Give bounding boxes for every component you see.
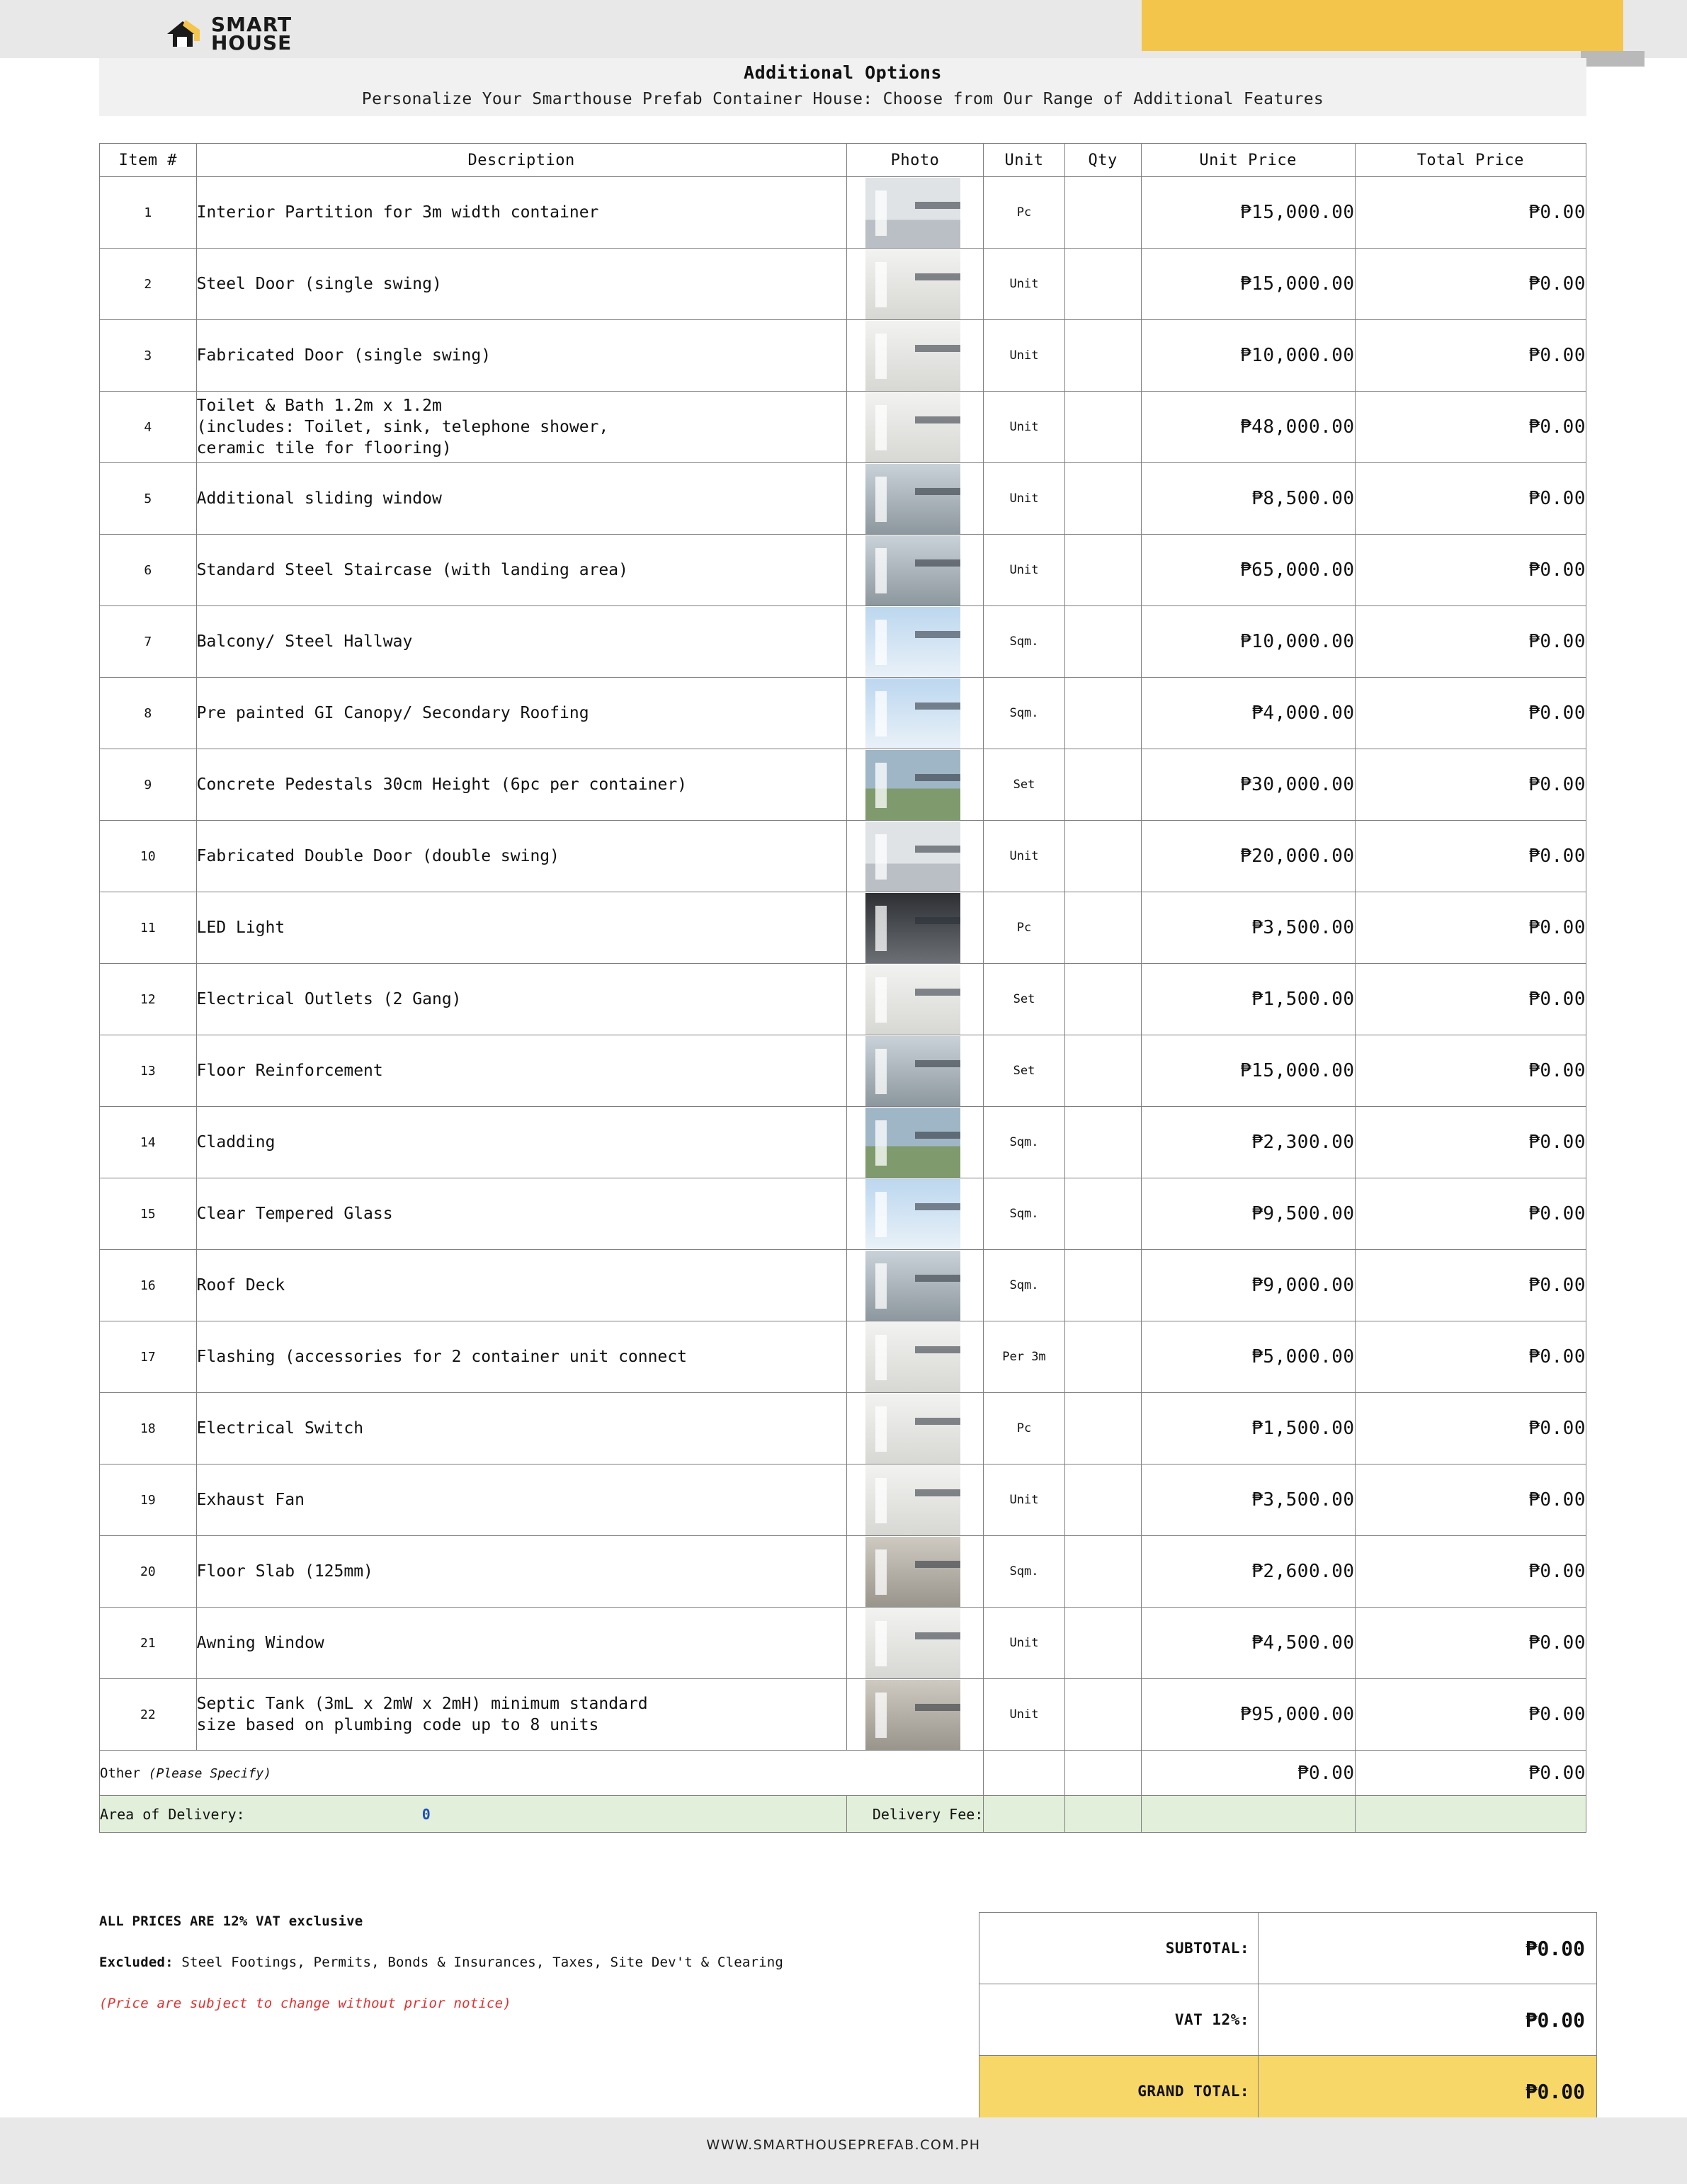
row-description <box>196 177 846 249</box>
subtotal-value: ₱0.00 <box>1259 1913 1597 1984</box>
row-unit: Sqm. <box>984 1536 1064 1608</box>
row-qty-input[interactable] <box>1064 392 1141 463</box>
th-total-price: Total Price <box>1355 144 1586 177</box>
tempered-glass-photo <box>846 1178 984 1250</box>
row-total-price: ₱0.00 <box>1355 535 1586 606</box>
header-accent-gray <box>1581 51 1645 67</box>
grand-total-row <box>979 2056 1597 2127</box>
row-item-number: 6 <box>100 535 197 606</box>
led-light-photo <box>846 892 984 964</box>
table-row <box>100 249 1586 320</box>
row-item-number: 17 <box>100 1321 197 1393</box>
row-total-price: ₱0.00 <box>1355 249 1586 320</box>
sliding-window-photo <box>846 463 984 535</box>
row-description <box>196 463 846 535</box>
row-description-text: Flashing (accessories for 2 container unit connect <box>196 1348 688 1366</box>
row-item-number: 9 <box>100 749 197 821</box>
table-row <box>100 1464 1586 1536</box>
row-unit-price: ₱5,000.00 <box>1141 1321 1355 1393</box>
subtotal-label: SUBTOTAL: <box>979 1913 1259 1984</box>
row-description-text: Exhaust Fan <box>196 1491 305 1509</box>
table-row <box>100 1178 1586 1250</box>
row-qty-input[interactable] <box>1064 821 1141 892</box>
row-description-text: Clear Tempered Glass <box>196 1205 393 1223</box>
row-qty-input[interactable] <box>1064 1250 1141 1321</box>
delivery-fee-unit <box>984 1796 1064 1833</box>
page-subtitle: Personalize Your Smarthouse Prefab Container House: Choose from Our Range of Additional Features <box>361 90 1324 108</box>
row-description-text: Floor Reinforcement <box>196 1062 383 1080</box>
table-row <box>100 1107 1586 1178</box>
delivery-fee-qty <box>1064 1796 1141 1833</box>
row-total-price: ₱0.00 <box>1355 1035 1586 1107</box>
row-qty-input[interactable] <box>1064 1679 1141 1751</box>
row-unit-price: ₱9,000.00 <box>1141 1250 1355 1321</box>
area-of-delivery-cell[interactable] <box>100 1796 847 1833</box>
row-unit: Pc <box>984 177 1064 249</box>
row-total-price: ₱0.00 <box>1355 964 1586 1035</box>
delivery-fee-label: Delivery Fee: <box>846 1796 984 1833</box>
th-description: Description <box>196 144 846 177</box>
row-total-price: ₱0.00 <box>1355 1107 1586 1178</box>
row-total-price: ₱0.00 <box>1355 320 1586 392</box>
row-description <box>196 749 846 821</box>
row-unit: Pc <box>984 892 1064 964</box>
row-total-price: ₱0.00 <box>1355 177 1586 249</box>
options-table-wrap <box>99 143 1586 1833</box>
row-total-price: ₱0.00 <box>1355 392 1586 463</box>
row-unit-price: ₱1,500.00 <box>1141 1393 1355 1464</box>
row-description <box>196 821 846 892</box>
row-description <box>196 1107 846 1178</box>
row-unit: Unit <box>984 249 1064 320</box>
table-header-row <box>100 144 1586 177</box>
row-unit-price: ₱4,000.00 <box>1141 678 1355 749</box>
brand-name <box>211 13 292 55</box>
cladding-photo <box>846 1107 984 1178</box>
row-item-number: 5 <box>100 463 197 535</box>
row-unit: Pc <box>984 1393 1064 1464</box>
th-unit: Unit <box>984 144 1064 177</box>
table-row <box>100 177 1586 249</box>
row-unit-price: ₱9,500.00 <box>1141 1178 1355 1250</box>
vat-note: ALL PRICES ARE 12% VAT exclusive <box>99 1913 363 1929</box>
row-description-text: Septic Tank (3mL x 2mW x 2mH) minimum standard size based on plumbing code up to 8 units <box>196 1695 648 1734</box>
row-unit-price: ₱3,500.00 <box>1141 1464 1355 1536</box>
row-item-number: 11 <box>100 892 197 964</box>
row-qty-input[interactable] <box>1064 678 1141 749</box>
row-total-price: ₱0.00 <box>1355 749 1586 821</box>
row-item-number: 18 <box>100 1393 197 1464</box>
row-total-price: ₱0.00 <box>1355 1464 1586 1536</box>
row-unit: Unit <box>984 1608 1064 1679</box>
exhaust-fan-photo <box>846 1464 984 1536</box>
row-qty-input[interactable] <box>1064 320 1141 392</box>
table-row <box>100 1393 1586 1464</box>
row-unit-price: ₱20,000.00 <box>1141 821 1355 892</box>
th-unit-price: Unit Price <box>1141 144 1355 177</box>
row-description <box>196 1536 846 1608</box>
row-unit: Sqm. <box>984 1107 1064 1178</box>
table-body <box>100 177 1586 1833</box>
row-unit: Unit <box>984 463 1064 535</box>
other-unit[interactable] <box>984 1751 1064 1796</box>
vat-row <box>979 1984 1597 2056</box>
table-row <box>100 821 1586 892</box>
other-qty[interactable] <box>1064 1751 1141 1796</box>
row-total-price: ₱0.00 <box>1355 606 1586 678</box>
interior-partition-photo <box>846 177 984 249</box>
row-item-number: 22 <box>100 1679 197 1751</box>
row-unit-price: ₱2,600.00 <box>1141 1536 1355 1608</box>
flashing-photo <box>846 1321 984 1393</box>
other-unit-price: ₱0.00 <box>1141 1751 1355 1796</box>
row-unit: Set <box>984 1035 1064 1107</box>
vat-label: VAT 12%: <box>979 1984 1259 2056</box>
row-unit: Set <box>984 964 1064 1035</box>
row-item-number: 1 <box>100 177 197 249</box>
row-total-price: ₱0.00 <box>1355 1321 1586 1393</box>
row-description <box>196 249 846 320</box>
row-description-text: Balcony/ Steel Hallway <box>196 632 413 651</box>
row-description-text: LED Light <box>196 918 285 937</box>
row-qty-input[interactable] <box>1064 463 1141 535</box>
row-unit: Unit <box>984 392 1064 463</box>
table-row <box>100 606 1586 678</box>
row-total-price: ₱0.00 <box>1355 1393 1586 1464</box>
row-description-text: Standard Steel Staircase (with landing area) <box>196 561 628 579</box>
other-hint: (Please Specify) <box>148 1765 272 1781</box>
row-qty-input[interactable] <box>1064 1464 1141 1536</box>
row-description <box>196 606 846 678</box>
th-qty: Qty <box>1064 144 1141 177</box>
excluded-text: Steel Footings, Permits, Bonds & Insurances, Taxes, Site Dev't & Clearing <box>173 1955 784 1970</box>
electrical-switch-photo <box>846 1393 984 1464</box>
row-qty-input[interactable] <box>1064 1393 1141 1464</box>
row-description <box>196 1679 846 1751</box>
grand-total-label: GRAND TOTAL: <box>979 2056 1259 2127</box>
row-unit: Sqm. <box>984 678 1064 749</box>
row-unit: Sqm. <box>984 1250 1064 1321</box>
table-row <box>100 964 1586 1035</box>
row-description-text: Additional sliding window <box>196 489 442 508</box>
row-description <box>196 535 846 606</box>
th-photo: Photo <box>846 144 984 177</box>
row-item-number: 2 <box>100 249 197 320</box>
table-row <box>100 1250 1586 1321</box>
row-description <box>196 392 846 463</box>
row-item-number: 12 <box>100 964 197 1035</box>
row-qty-input[interactable] <box>1064 249 1141 320</box>
row-item-number: 13 <box>100 1035 197 1107</box>
row-description-text: Electrical Switch <box>196 1419 364 1438</box>
row-item-number: 8 <box>100 678 197 749</box>
row-unit-price: ₱2,300.00 <box>1141 1107 1355 1178</box>
th-item: Item # <box>100 144 197 177</box>
table-row <box>100 463 1586 535</box>
row-unit: Unit <box>984 320 1064 392</box>
row-unit: Unit <box>984 535 1064 606</box>
row-unit: Unit <box>984 1464 1064 1536</box>
row-unit-price: ₱95,000.00 <box>1141 1679 1355 1751</box>
footer-notes <box>99 1913 977 2037</box>
row-total-price: ₱0.00 <box>1355 463 1586 535</box>
row-total-price: ₱0.00 <box>1355 1608 1586 1679</box>
brand-name-line1: SMART <box>211 13 292 36</box>
double-door-photo <box>846 821 984 892</box>
header-accent-yellow <box>1142 0 1623 51</box>
row-description <box>196 1250 846 1321</box>
area-of-delivery-value: 0 <box>421 1805 431 1823</box>
row-item-number: 4 <box>100 392 197 463</box>
row-description-text: Steel Door (single swing) <box>196 275 442 293</box>
row-unit-price: ₱15,000.00 <box>1141 177 1355 249</box>
row-unit-price: ₱3,500.00 <box>1141 892 1355 964</box>
balcony-hallway-photo <box>846 606 984 678</box>
title-block <box>99 58 1586 116</box>
row-item-number: 14 <box>100 1107 197 1178</box>
row-unit-price: ₱4,500.00 <box>1141 1608 1355 1679</box>
row-description <box>196 1035 846 1107</box>
table-row <box>100 392 1586 463</box>
row-total-price: ₱0.00 <box>1355 1250 1586 1321</box>
row-qty-input[interactable] <box>1064 1608 1141 1679</box>
row-item-number: 10 <box>100 821 197 892</box>
row-description-text: Roof Deck <box>196 1276 285 1295</box>
row-item-number: 16 <box>100 1250 197 1321</box>
table-row <box>100 892 1586 964</box>
row-description <box>196 964 846 1035</box>
options-table <box>99 143 1586 1833</box>
row-unit-price: ₱15,000.00 <box>1141 1035 1355 1107</box>
row-description-text: Cladding <box>196 1133 276 1151</box>
other-label: Other <box>100 1765 141 1781</box>
table-row <box>100 1536 1586 1608</box>
brand-name-line2: HOUSE <box>211 31 292 55</box>
row-description-text: Floor Slab (125mm) <box>196 1562 373 1581</box>
table-row <box>100 1679 1586 1751</box>
table-row <box>100 535 1586 606</box>
row-unit-price: ₱48,000.00 <box>1141 392 1355 463</box>
house-logo-icon <box>164 17 204 51</box>
row-unit: Unit <box>984 1679 1064 1751</box>
row-qty-input[interactable] <box>1064 892 1141 964</box>
row-qty-input[interactable] <box>1064 1107 1141 1178</box>
row-item-number: 20 <box>100 1536 197 1608</box>
gi-canopy-photo <box>846 678 984 749</box>
delivery-row <box>100 1796 1586 1833</box>
area-of-delivery-label: Area of Delivery: <box>100 1805 245 1823</box>
row-total-price: ₱0.00 <box>1355 678 1586 749</box>
row-total-price: ₱0.00 <box>1355 1536 1586 1608</box>
price-disclaimer: (Price are subject to change without prior notice) <box>99 1996 511 2011</box>
row-unit: Per 3m <box>984 1321 1064 1393</box>
row-qty-input[interactable] <box>1064 535 1141 606</box>
row-total-price: ₱0.00 <box>1355 1679 1586 1751</box>
row-total-price: ₱0.00 <box>1355 1178 1586 1250</box>
row-description-text: Awning Window <box>196 1634 324 1652</box>
totals-block <box>979 1912 1586 2127</box>
row-unit-price: ₱30,000.00 <box>1141 749 1355 821</box>
other-total-price: ₱0.00 <box>1355 1751 1586 1796</box>
other-row[interactable] <box>100 1751 1586 1796</box>
floor-reinforcement-photo <box>846 1035 984 1107</box>
row-description <box>196 320 846 392</box>
concrete-pedestals-photo <box>846 749 984 821</box>
row-description-text: Electrical Outlets (2 Gang) <box>196 990 462 1008</box>
other-label-cell[interactable] <box>100 1751 984 1796</box>
row-item-number: 21 <box>100 1608 197 1679</box>
row-item-number: 15 <box>100 1178 197 1250</box>
row-unit-price: ₱10,000.00 <box>1141 606 1355 678</box>
row-qty-input[interactable] <box>1064 749 1141 821</box>
awning-window-photo <box>846 1608 984 1679</box>
page-title: Additional Options <box>744 62 942 83</box>
excluded-note <box>99 1955 977 1970</box>
row-total-price: ₱0.00 <box>1355 892 1586 964</box>
table-row <box>100 749 1586 821</box>
row-item-number: 7 <box>100 606 197 678</box>
row-description-text: Fabricated Door (single swing) <box>196 346 492 365</box>
brand-logo <box>164 13 292 55</box>
table-row <box>100 678 1586 749</box>
floor-slab-photo <box>846 1536 984 1608</box>
row-unit: Sqm. <box>984 606 1064 678</box>
row-unit-price: ₱1,500.00 <box>1141 964 1355 1035</box>
row-description <box>196 1393 846 1464</box>
row-description <box>196 678 846 749</box>
row-qty-input[interactable] <box>1064 177 1141 249</box>
row-description-text: Pre painted GI Canopy/ Secondary Roofing <box>196 704 589 722</box>
row-unit: Sqm. <box>984 1178 1064 1250</box>
fabricated-door-photo <box>846 320 984 392</box>
row-qty-input[interactable] <box>1064 1321 1141 1393</box>
row-description <box>196 1178 846 1250</box>
row-unit-price: ₱8,500.00 <box>1141 463 1355 535</box>
row-total-price: ₱0.00 <box>1355 821 1586 892</box>
toilet-bath-photo <box>846 392 984 463</box>
row-unit-price: ₱15,000.00 <box>1141 249 1355 320</box>
row-qty-input[interactable] <box>1064 1035 1141 1107</box>
row-description <box>196 1464 846 1536</box>
row-description-text: Interior Partition for 3m width container <box>196 203 599 222</box>
table-row <box>100 1035 1586 1107</box>
vat-value: ₱0.00 <box>1259 1984 1597 2056</box>
grand-total-value: ₱0.00 <box>1259 2056 1597 2127</box>
row-unit: Set <box>984 749 1064 821</box>
row-qty-input[interactable] <box>1064 1178 1141 1250</box>
delivery-fee-total <box>1355 1796 1586 1833</box>
row-unit: Unit <box>984 821 1064 892</box>
row-description-text: Toilet & Bath 1.2m x 1.2m (includes: Toilet, sink, telephone shower, ceramic tile for flooring) <box>196 397 609 457</box>
table-row <box>100 1321 1586 1393</box>
row-item-number: 3 <box>100 320 197 392</box>
steel-staircase-photo <box>846 535 984 606</box>
footer-website: WWW.SMARTHOUSEPREFAB.COM.PH <box>706 2137 981 2153</box>
row-unit-price: ₱10,000.00 <box>1141 320 1355 392</box>
table-row <box>100 1608 1586 1679</box>
steel-door-photo <box>846 249 984 320</box>
row-item-number: 19 <box>100 1464 197 1536</box>
table-row <box>100 320 1586 392</box>
electrical-outlet-photo <box>846 964 984 1035</box>
row-description <box>196 1321 846 1393</box>
row-description <box>196 892 846 964</box>
septic-tank-photo <box>846 1679 984 1751</box>
row-qty-input[interactable] <box>1064 606 1141 678</box>
excluded-label: Excluded: <box>99 1955 174 1970</box>
row-unit-price: ₱65,000.00 <box>1141 535 1355 606</box>
roof-deck-photo <box>846 1250 984 1321</box>
subtotal-row <box>979 1913 1597 1984</box>
row-qty-input[interactable] <box>1064 1536 1141 1608</box>
row-description-text: Concrete Pedestals 30cm Height (6pc per container) <box>196 775 688 794</box>
row-description <box>196 1608 846 1679</box>
delivery-fee-input[interactable] <box>1141 1796 1355 1833</box>
row-qty-input[interactable] <box>1064 964 1141 1035</box>
row-description-text: Fabricated Double Door (double swing) <box>196 847 560 865</box>
